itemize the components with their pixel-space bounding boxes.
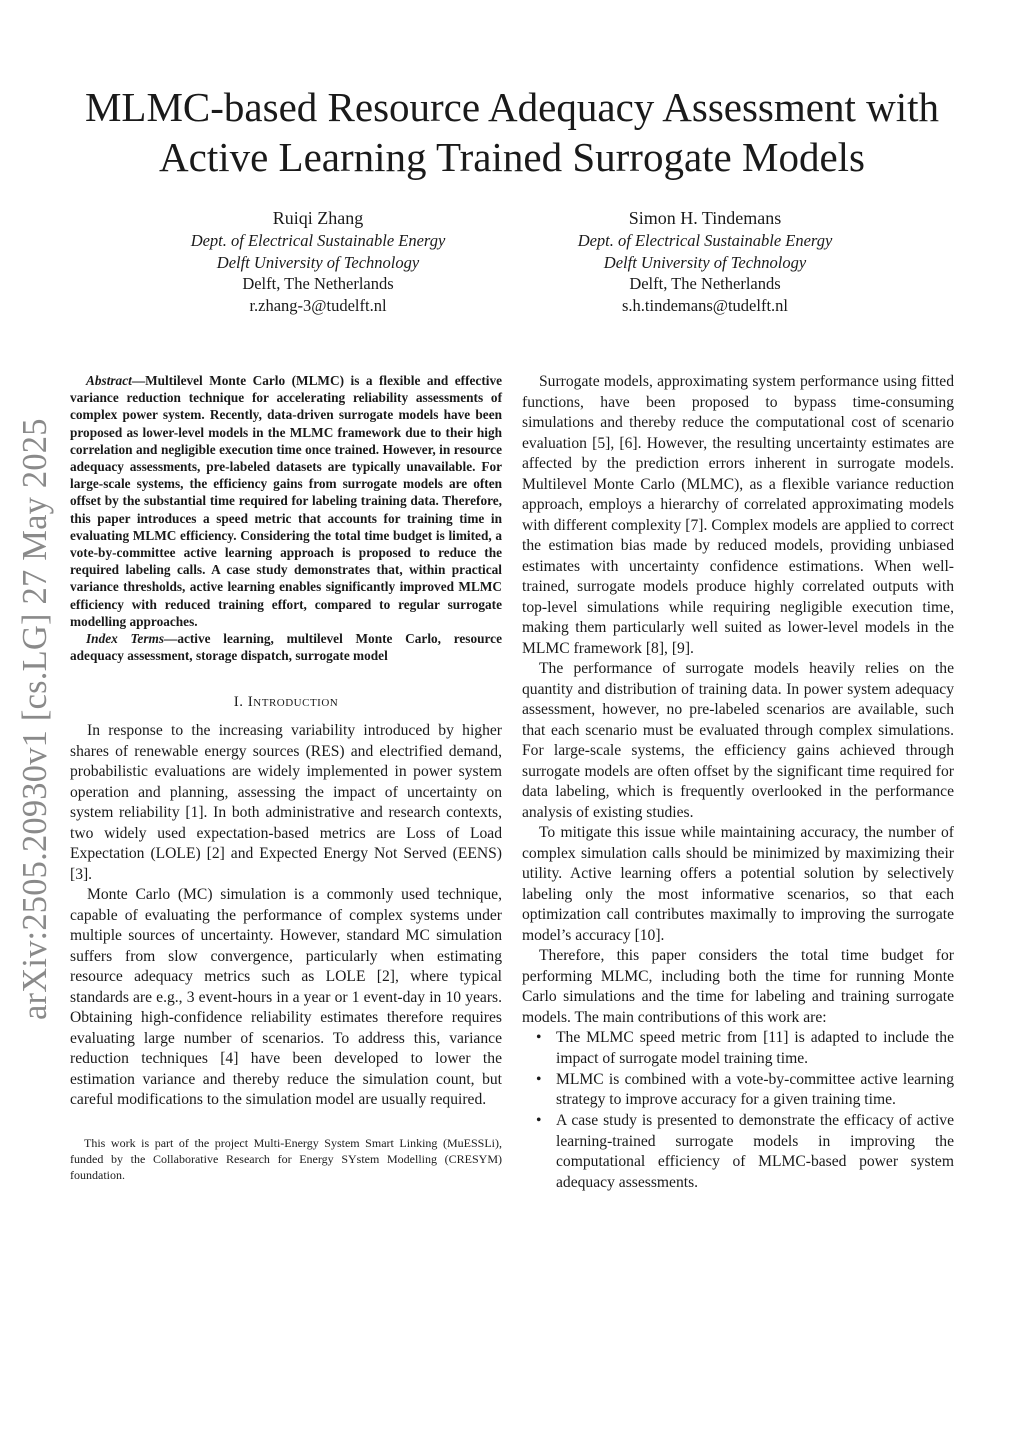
abstract-text: —Multilevel Monte Carlo (MLMC) is a flexible and effective variance reduction technique for accelerating reliability assessments of complex power system. Recently, data-driven surrogate models have been proposed as lower-level models in the MLMC framework due to their high correlation and negligible execution time once trained. However, in resource adequacy assessments, pre-labeled datasets are typically unavailable. For large-scale systems, the efficiency gains from surrogate models are often offset by the substantial time required for labeling training data. Therefore, this paper introduces a speed metric that accounts for training time in evaluating MLMC efficiency. Considering the total time budget is limited, a vote-by-committee active learning approach is proposed to reduce the required labeling calls. A case study demonstrates that, within practical variance thresholds, active learning enables significantly improved MLMC efficiency with reduced training effort, compared to regular surrogate modelling approaches. xyxy=(70,373,502,629)
author-email: s.h.tindemans@tudelft.nl xyxy=(622,295,788,315)
arxiv-sidebar-stamp: arXiv:2505.20930v1 [cs.LG] 27 May 2025 xyxy=(16,418,54,1020)
index-terms-label: Index Terms xyxy=(86,631,165,647)
author-block-1 xyxy=(128,206,508,316)
contribution-text: The MLMC speed metric from [11] is adapted to include the impact of surrogate model training time. xyxy=(556,1029,954,1067)
author-city: Delft, The Netherlands xyxy=(242,274,394,293)
author-name: Ruiqi Zhang xyxy=(272,208,364,228)
section-number: I. xyxy=(233,694,244,711)
contribution-text: A case study is presented to demonstrate the efficacy of active learning-trained surrogate models in improving the computational efficiency of MLMC-based power system adequacy assessments. xyxy=(556,1112,954,1191)
author-city: Delft, The Netherlands xyxy=(629,274,781,293)
list-item xyxy=(522,1028,954,1069)
list-item xyxy=(522,1111,954,1193)
paper-title xyxy=(40,82,984,182)
section-title: Introduction xyxy=(247,694,339,711)
left-column xyxy=(70,372,502,1183)
paragraph: To mitigate this issue while maintaining accuracy, the number of complex simulation calls should be minimized by maximizing their utility. Active learning offers a potential solution by selectively labeling only the most informative scenarios, so that each optimization call contributes maximally to improving the surrogate model’s accuracy [10]. xyxy=(522,824,954,944)
section-heading xyxy=(70,694,502,711)
bullet-icon: • xyxy=(536,1029,542,1046)
paragraph: Therefore, this paper considers the total time budget for performing MLMC, including both the time for running Monte Carlo simulations and the time for labeling and training surrogate models. The main contributions of this work are: xyxy=(522,947,954,1026)
paragraph: The performance of surrogate models heavily relies on the quantity and distribution of training data. In power system adequacy assessment, however, no pre-labeled scenarios are available, such that each scenario must be evaluated through complex simulations. For large-scale systems, the efficiency gains achieved through surrogate models are often offset by the significant time required for data labeling, which is frequently overlooked in the performance analysis of existing studies. xyxy=(522,660,954,821)
contribution-text: MLMC is combined with a vote-by-committee active learning strategy to improve accuracy for a given training time. xyxy=(556,1070,954,1108)
bullet-icon: • xyxy=(536,1070,542,1088)
abstract xyxy=(70,372,502,630)
author-email: r.zhang-3@tudelft.nl xyxy=(249,295,387,315)
index-terms-text: —active learning, multilevel Monte Carlo, resource adequacy assessment, storage dispatch, surrogate model xyxy=(70,631,502,664)
contributions-list xyxy=(522,1028,954,1193)
title-line-1: MLMC-based Resource Adequacy Assessment with xyxy=(84,84,940,130)
paragraph: In response to the increasing variability introduced by higher shares of renewable energy sources (RES) and electrified demand, probabilistic evaluations are widely implemented in power system operation and planning, assessing the impact of uncertainty on system reliability [1]. In both administrative and research contexts, two widely used expectation-based metrics are Loss of Load Expectation (LOLE) [2] and Expected Energy Not Served (EENS) [3]. xyxy=(70,722,502,883)
author-dept: Dept. of Electrical Sustainable Energy xyxy=(190,231,446,250)
paragraph: Surrogate models, approximating system performance using fitted functions, have been proposed to bypass time-consuming simulations and thereby reduce the computational cost of scenario evaluation [5], [6]. However, the resulting uncertainty estimates are affected by the prediction errors inherent in surrogate models. Multilevel Monte Carlo (MLMC), as a flexible variance reduction approach, employs a hierarchy of correlated approximating models with different complexity [7]. Complex models are applied to correct the estimation bias made by reduced models, providing unbiased estimates with uncertainty confidence estimations. When well-trained, surrogate models produce highly correlated outputs with top-level simulations while requiring negligible execution time, making them particularly well suited as lower-level models in the MLMC framework [8], [9]. xyxy=(522,373,954,657)
footnote: This work is part of the project Multi-Energy System Smart Linking (MuESSLi), funded by the Collaborative Research for Energy SYstem Modelling (CRESYM) foundation. xyxy=(70,1135,502,1182)
author-university: Delft University of Technology xyxy=(603,252,807,272)
list-item xyxy=(522,1070,954,1111)
right-column xyxy=(522,372,954,1194)
author-dept: Dept. of Electrical Sustainable Energy xyxy=(577,231,833,250)
index-terms xyxy=(70,630,502,664)
author-name: Simon H. Tindemans xyxy=(628,208,782,228)
author-university: Delft University of Technology xyxy=(216,252,420,272)
bullet-icon: • xyxy=(536,1112,542,1129)
abstract-label: Abstract xyxy=(86,373,132,388)
author-block-2 xyxy=(515,206,895,316)
paragraph: Monte Carlo (MC) simulation is a commonly used technique, capable of evaluating the performance of complex systems under multiple sources of uncertainty. However, standard MC simulation suffers from slow convergence, particularly when estimating resource adequacy metrics such as LOLE [2], where typical standards are e.g., 3 event-hours in a year or 1 event-day in 10 years. Obtaining high-confidence reliability estimates therefore requires evaluating large number of scenarios. To address this, variance reduction techniques [4] have been developed to lower the estimation variance and thereby reduce the simulation count, but careful modifications to the simulation model are usually required. xyxy=(70,886,502,1109)
title-line-2: Active Learning Trained Surrogate Models xyxy=(159,134,865,180)
